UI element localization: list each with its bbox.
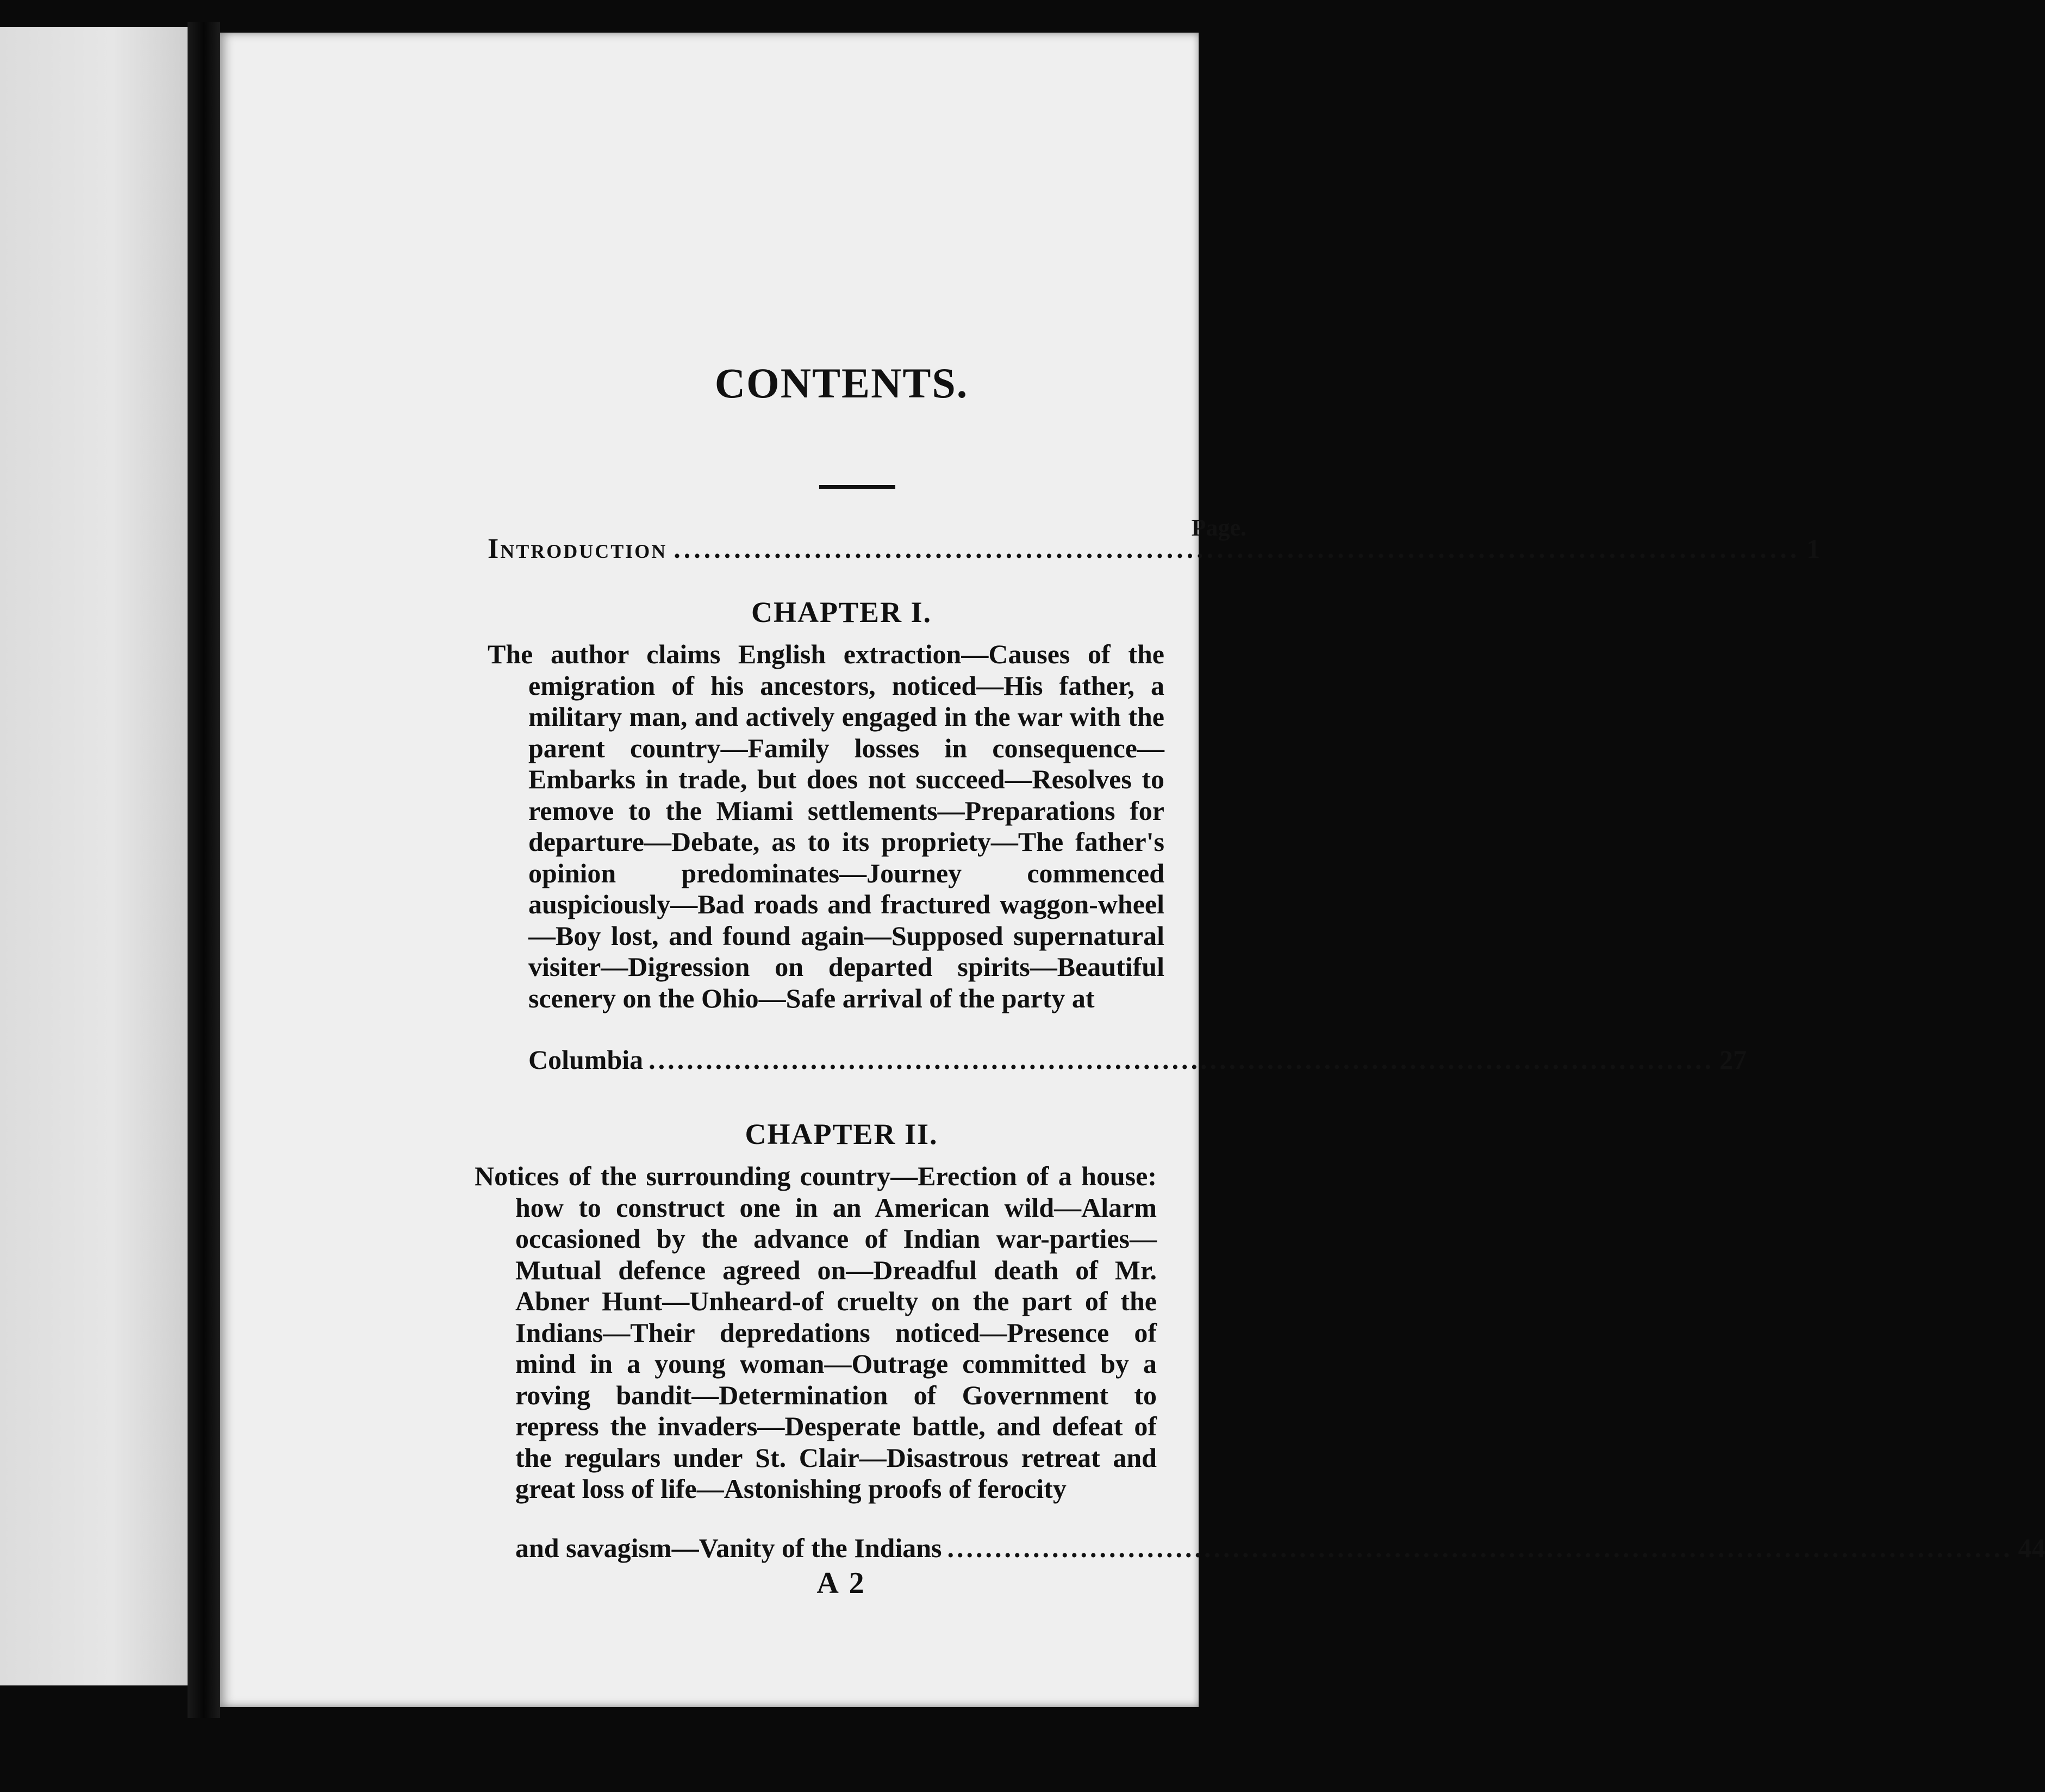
chapter-summary-text: The author claims English extraction—Causes of the emigration of his ancestors, noticed—His father, a military man, and actively engaged in the war with the parent country—Family losses in consequence—Embarks in trade, but does not succeed—Resolves to remove to the Miami settlements—Preparations for departure—Debate, as to its propriety—The father's opinion predominates—Journey commenced auspiciously—Bad roads and fractured waggon-wheel—Boy lost, and found again—Supposed supernatural visiter—Digression on departed spirits—Beautiful scenery on the Ohio—Safe arrival of the party at (488, 639, 1164, 1013)
toc-entry-chapter-2[interactable] (515, 1532, 2045, 1564)
chapter-summary-last-line: and savagism—Vanity of the Indians (515, 1533, 942, 1563)
page-column-label: Page. (1191, 514, 1246, 541)
signature-mark: A 2 (816, 1566, 866, 1600)
title-rule (819, 485, 895, 489)
chapter-heading-1: CHAPTER I. (751, 596, 932, 629)
chapter-summary-1 (488, 639, 1164, 1014)
chapter-2-page-number: 44 (2018, 1533, 2045, 1563)
chapter-summary-text: Notices of the surrounding country—Erection of a house: how to construct one in an American wild—Alarm occasioned by the advance of Indian war-parties—Mutual defence agreed on—Dreadful death of Mr. Abner Hunt—Unheard-of cruelty on the part of the Indians—Their depredations noticed—Presence of mind in a young woman—Outrage committed by a roving bandit—Determination of Government to repress the invaders—Desperate battle, and defeat of the regulars under St. Clair—Disastrous retreat and great loss of life—Astonishing proofs of ferocity (475, 1161, 1157, 1504)
chapter-summary-last-line: Columbia (528, 1044, 644, 1075)
leader-dots: ................................................................................................................ (649, 1044, 1714, 1075)
toc-entry-introduction[interactable] (488, 533, 1820, 565)
book-gutter (188, 22, 220, 1718)
facing-page-edge (0, 27, 188, 1685)
leader-dots: ................................................................................................................ (674, 533, 1800, 564)
contents-page (220, 33, 2045, 1707)
toc-entry-chapter-1[interactable] (528, 1044, 1747, 1075)
chapter-heading-2: CHAPTER II. (745, 1118, 938, 1150)
page-title: CONTENTS. (714, 359, 969, 407)
introduction-label: Introduction (488, 533, 668, 564)
chapter-summary-2 (475, 1161, 1157, 1505)
leader-dots: ................................................................................................................ (947, 1533, 2013, 1563)
chapter-1-page-number: 27 (1719, 1044, 1747, 1075)
introduction-page-number: 1 (1806, 533, 1820, 564)
